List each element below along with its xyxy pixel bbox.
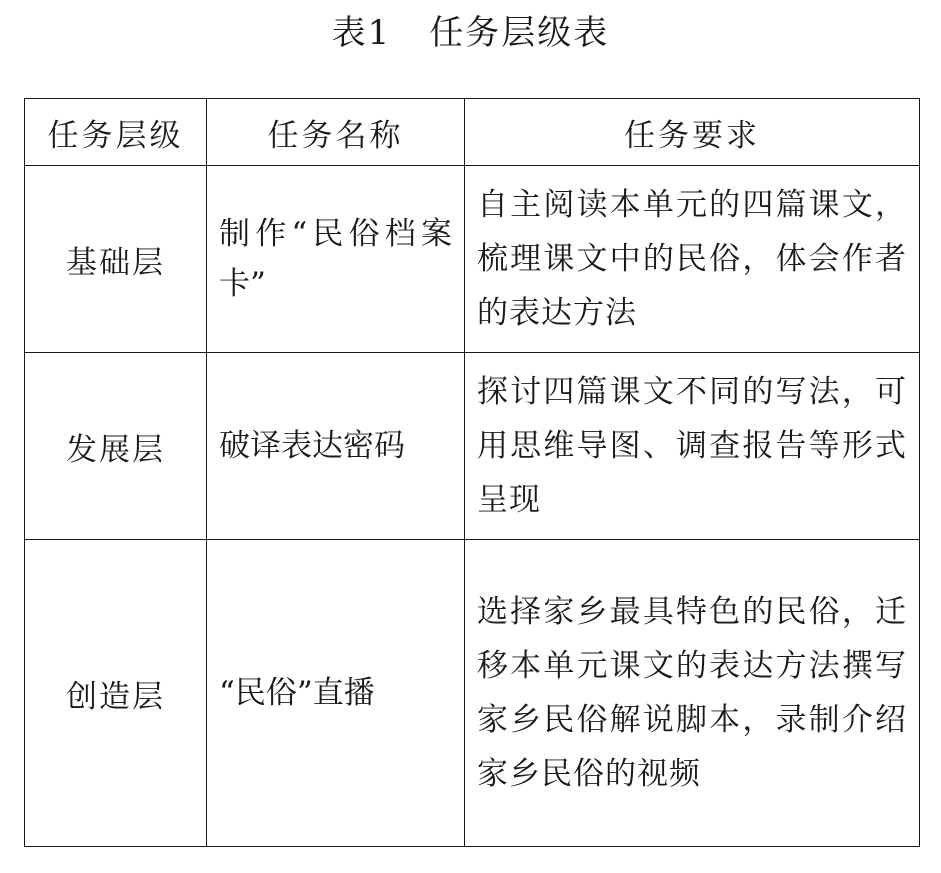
task-level-table: [24, 98, 920, 847]
table-number: 表1: [331, 13, 392, 53]
header-task-name: 任务名称: [207, 99, 465, 166]
table-title: 任务层级表: [429, 13, 610, 53]
header-task-requirement: 任务要求: [465, 99, 920, 166]
header-task-level: 任务层级: [25, 99, 207, 166]
cell-name: 制作“民俗档案卡”: [207, 166, 465, 353]
cell-level: 基础层: [25, 166, 207, 353]
table-row: [25, 353, 920, 540]
cell-requirement: 探讨四篇课文不同的写法，可用思维导图、调查报告等形式呈现: [465, 353, 920, 540]
cell-requirement: 选择家乡最具特色的民俗，迁移本单元课文的表达方法撰写家乡民俗解说脚本，录制介绍家乡民俗的视频: [465, 540, 920, 847]
cell-requirement: 自主阅读本单元的四篇课文，梳理课文中的民俗，体会作者的表达方法: [465, 166, 920, 353]
cell-name: “民俗”直播: [207, 540, 465, 847]
cell-name: 破译表达密码: [207, 353, 465, 540]
table-header-row: [25, 99, 920, 166]
table-caption: [0, 8, 941, 58]
cell-level: 创造层: [25, 540, 207, 847]
table-row: [25, 166, 920, 353]
cell-level: 发展层: [25, 353, 207, 540]
table-row: [25, 540, 920, 847]
